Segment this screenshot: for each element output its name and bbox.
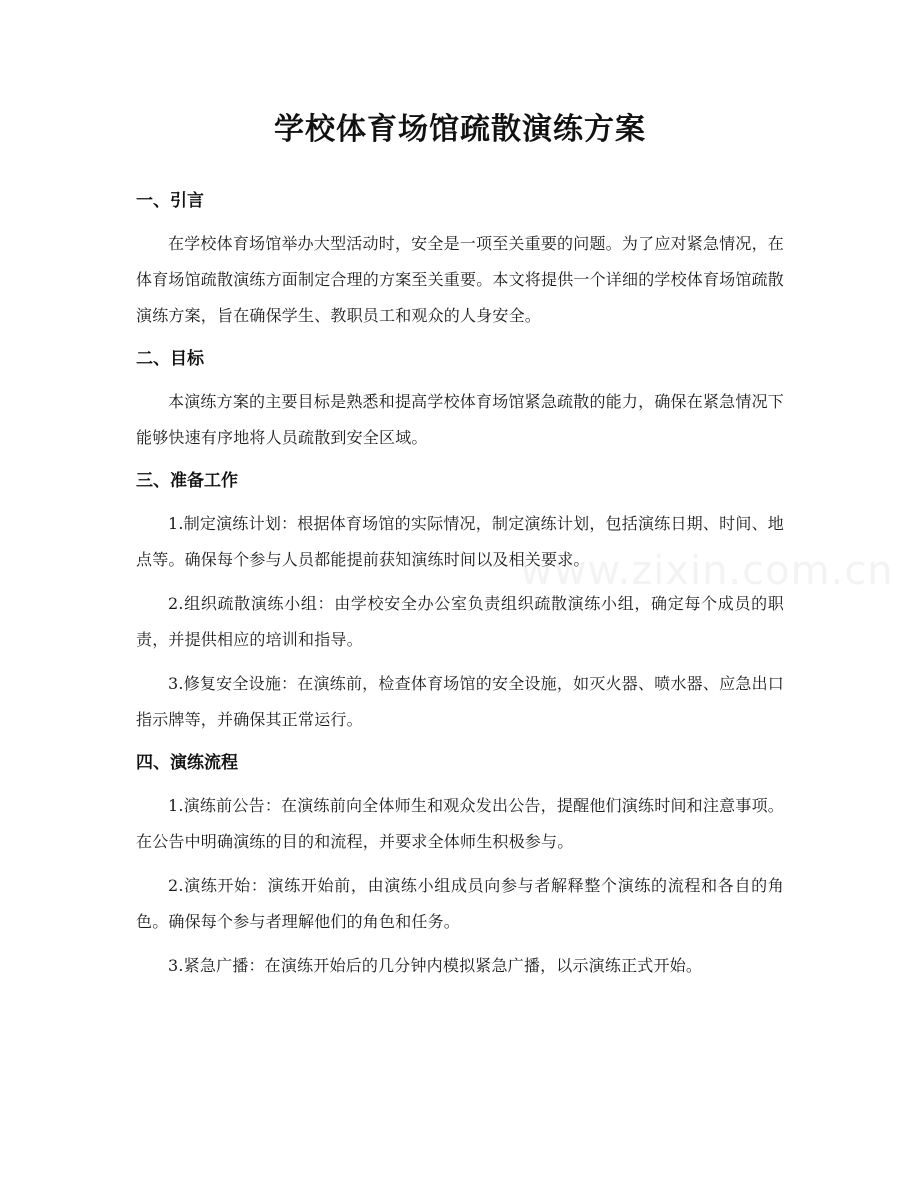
body-paragraph: 在学校体育场馆举办大型活动时，安全是一项至关重要的问题。为了应对紧急情况，在体育场馆疏散演练方面制定合理的方案至关重要。本文将提供一个详细的学校体育场馆疏散演练方案，旨在确保学生、教职员工和观众的人身安全。 [136, 234, 785, 325]
body-paragraph: 1.演练前公告：在演练前向全体师生和观众发出公告，提醒他们演练时间和注意事项。在公告中明确演练的目的和流程，并要求全体师生积极参与。 [136, 796, 784, 851]
body-paragraph: 3.修复安全设施：在演练前，检查体育场馆的安全设施，如灭火器、喷水器、应急出口指示牌等，并确保其正常运行。 [136, 674, 784, 729]
body-paragraph: 2.组织疏散演练小组：由学校安全办公室负责组织疏散演练小组，确定每个成员的职责，并提供相应的培训和指导。 [136, 594, 784, 649]
page-title: 学校体育场馆疏散演练方案 [274, 112, 646, 147]
section-heading: 一、引言 [136, 191, 204, 211]
section-heading: 四、演练流程 [136, 753, 238, 773]
section [136, 342, 784, 456]
section [136, 464, 784, 738]
body-paragraph: 3.紧急广播：在演练开始后的几分钟内模拟紧急广播，以示演练正式开始。 [168, 956, 703, 975]
section-heading: 三、准备工作 [136, 471, 238, 491]
body-paragraph: 2.演练开始：演练开始前，由演练小组成员向参与者解释整个演练的流程和各自的角色。确保每个参与者理解他们的角色和任务。 [136, 876, 784, 931]
watermark: www.zixin.com.cn [520, 548, 894, 594]
section [136, 184, 784, 334]
document-body [136, 184, 784, 992]
section [136, 746, 784, 984]
body-paragraph: 本演练方案的主要目标是熟悉和提高学校体育场馆紧急疏散的能力，确保在紧急情况下能够快速有序地将人员疏散到安全区域。 [136, 392, 784, 447]
body-paragraph: 1.制定演练计划：根据体育场馆的实际情况，制定演练计划，包括演练日期、时间、地点等。确保每个参与人员都能提前获知演练时间以及相关要求。 [136, 514, 784, 569]
section-heading: 二、目标 [136, 349, 204, 369]
